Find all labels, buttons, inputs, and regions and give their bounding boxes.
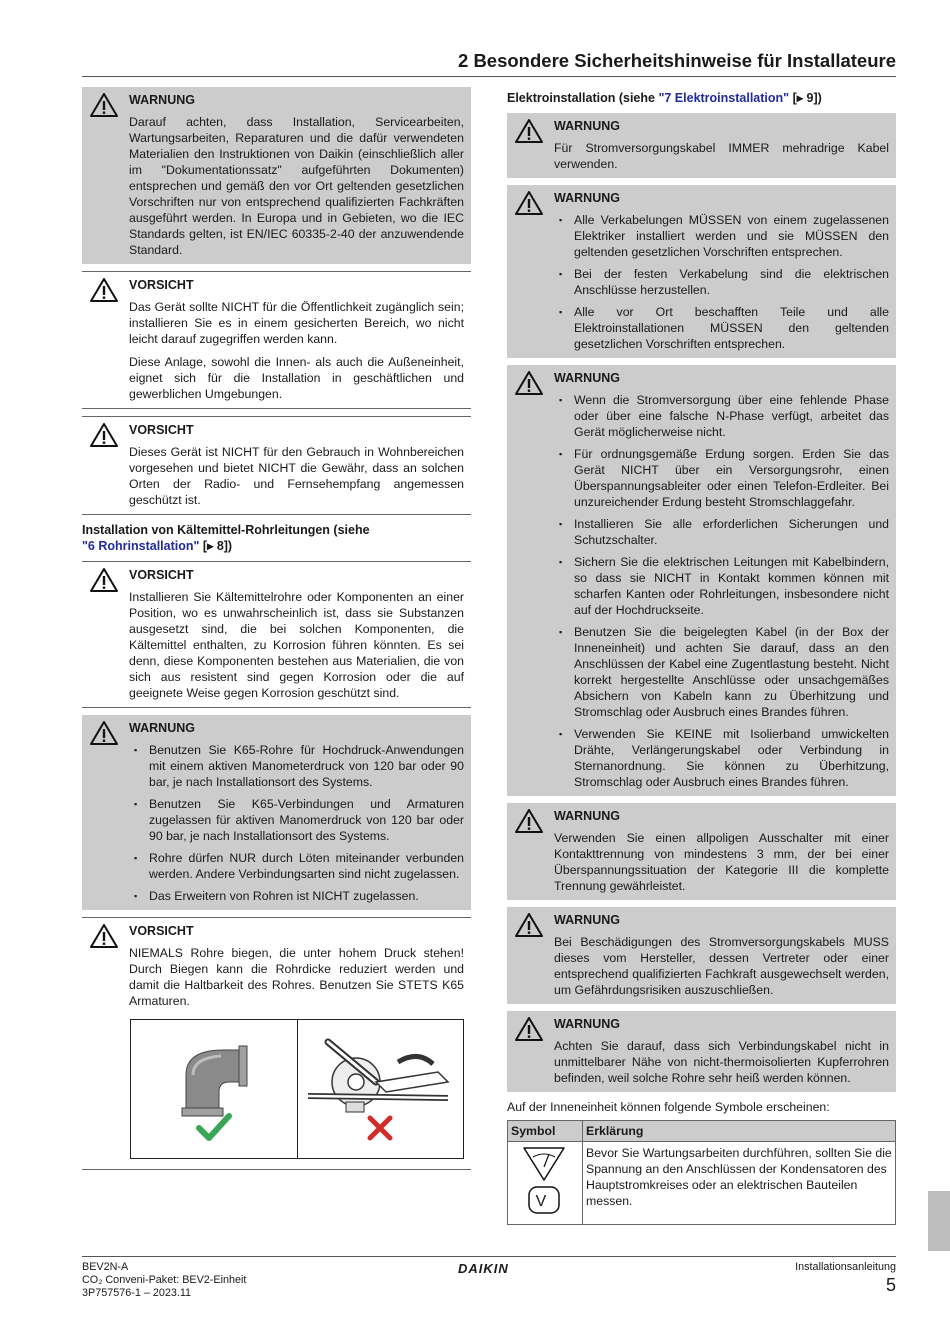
page-header: [82, 50, 896, 77]
warning-triangle-icon: [89, 720, 119, 746]
page-footer: [82, 1256, 896, 1299]
bullet-list: [554, 212, 889, 352]
warning-triangle-icon: [514, 808, 544, 834]
list-item: ▪ Installieren Sie alle erforderlichen Sicherungen und Schutzschalter.: [554, 516, 889, 548]
table-row: [508, 1142, 896, 1225]
list-item: ▪ Verwenden Sie KEINE mit Isolierband umwickelten Drähte, Verlängerungskabel oder Verbindung in Sternanordnung. Sie können zu Überhitzung, Stromschlag oder Ausbruch eines Brandes führen.: [554, 726, 889, 790]
warning-box-copper-pipes: [507, 1011, 896, 1092]
section-heading-refrigerant: [82, 522, 471, 554]
box-title: VORSICHT: [129, 568, 194, 582]
caution-box-corrosion: [82, 561, 471, 708]
box-text: Verwenden Sie einen allpoligen Ausschalter mit einer Kontakttrennung von mindestens 3 mm, der bei einer Überspannungssituation der Kategorie III die komplette Trennung gewährleistet.: [554, 831, 889, 893]
chapter-tab-marker: [928, 1191, 950, 1251]
list-item: ▪ Alle vor Ort beschafften Teile und alle Elektroinstallationen MÜSSEN den geltenden gesetzlichen Vorschriften entsprechen.: [554, 304, 889, 352]
warning-triangle-icon: [514, 190, 544, 216]
pipe-bending-figure: [130, 1019, 464, 1159]
box-title: WARNUNG: [554, 809, 620, 823]
table-cell-explanation: Bevor Sie Wartungsarbeiten durchführen, sollten Sie die Spannung an den Anschlüssen der Kondensatoren des Hauptstromkreises oder an elektrischen Bauteilen messen.: [583, 1142, 896, 1225]
list-item: ▪ Das Erweitern von Rohren ist NICHT zugelassen.: [129, 888, 464, 904]
warning-triangle-icon: [89, 422, 119, 448]
bullet-list: [554, 392, 889, 790]
warning-box-switch: [507, 803, 896, 900]
warning-box-damaged-cable: [507, 907, 896, 1004]
caution-box-access: [82, 271, 471, 409]
caution-box-bending: [82, 917, 471, 1170]
section-heading-text: Elektroinstallation (siehe: [507, 91, 655, 105]
box-title: WARNUNG: [554, 371, 620, 385]
box-title: WARNUNG: [554, 119, 620, 133]
figure-cell-fitting: [131, 1020, 297, 1158]
list-item: ▪ Bei der festen Verkabelung sind die elektrischen Anschlüsse herzustellen.: [554, 266, 889, 298]
left-column: [82, 87, 471, 1177]
list-item: ▪ Benutzen Sie K65-Rohre für Hochdruck-Anwendungen mit einem aktiven Manometerdruck von 120 bar oder 90 bar, je nach Installationsort des Systems.: [129, 742, 464, 790]
warning-box-power-supply: [507, 365, 896, 796]
page-number: 5: [885, 1275, 896, 1295]
figure-cell-bender: [297, 1020, 463, 1158]
box-text: Für Stromversorgungskabel IMMER mehradrige Kabel verwenden.: [554, 141, 889, 171]
list-item: ▪ Sichern Sie die elektrischen Leitungen mit Kabelbindern, so dass sie NICHT in Kontakt kommen können mit scharfen Kanten oder Rohrleitungen, insbesondere nicht auf der Hochdruckseite.: [554, 554, 889, 618]
box-title: VORSICHT: [129, 278, 194, 292]
table-header-explanation: Erklärung: [583, 1121, 896, 1142]
warning-triangle-icon: [89, 567, 119, 593]
table-header-symbol: Symbol: [508, 1121, 583, 1142]
warning-triangle-icon: [514, 118, 544, 144]
box-title: WARNUNG: [554, 913, 620, 927]
box-text: Bei Beschädigungen des Stromversorgungskabels MUSS dieses vom Hersteller, dessen Vertreter oder einer entsprechend qualifizierten Fachkraft ausgewechselt werden, um Gefährdungsrisiken auszuschließen.: [554, 935, 889, 997]
warning-triangle-icon: [89, 923, 119, 949]
elbow-fitting-illustration: [131, 1020, 297, 1157]
section-page-ref: [▸ 9]): [792, 91, 822, 105]
list-item: ▪ Für ordnungsgemäße Erdung sorgen. Erden Sie das Gerät NICHT über ein Versorgungsrohr, einen Überspannungsableiter oder einen Telefon-Erdleiter. Bei unzureichender Erdung besteht Stromschlaggefahr.: [554, 446, 889, 510]
box-text: Darauf achten, dass Installation, Servicearbeiten, Wartungsarbeiten, Reparaturen und die dafür verwendeten Materialien den Instruktionen von Daikin (einschließlich aller im "Dokumentationssatz" aufgeführten Dokumenten) entsprechen und gemäß den vor Ort geltenden gesetzlichen Vorschriften nur von entsprechend qualifizierten Fachkräften ausgeführt werden. In Europa und in Gebieten, wo die IEC Standards gelten, ist EN/IEC 60335-2-40 der anzuwendende Standard.: [129, 115, 464, 257]
list-item: ▪ Benutzen Sie die beigelegten Kabel (in der Box der Inneneinheit) und achten Sie darauf, dass an den Anschlüssen der Kabel eine Zugentlastung besteht. Nicht korrekt hergestellte Anschlüsse oder unsachgemäßes Absichern von Kabeln kann zu Überhitzung und Stromschlag oder Ausbruch eines Brandes führen.: [554, 624, 889, 720]
symbols-intro: Auf der Inneneinheit können folgende Symbole erscheinen:: [507, 1100, 830, 1114]
box-text: Dieses Gerät ist NICHT für den Gebrauch in Wohnbereichen vorgesehen und bietet NICHT die Gewähr, dass an solchen Orten der Radio- und Fernsehempfang angemessen geschützt ist.: [129, 445, 464, 507]
warning-box-installation: [82, 87, 471, 264]
box-text: Installieren Sie Kältemittelrohre oder Komponenten an einer Position, wo es unwahrscheinlich ist, dass sie Substanzen ausgesetzt sind, die bei solchen Komponenten, die Kältemittel enthalten, zu Korrosion führen könnten. Es sei denn, diese Komponenten bestehen aus Materialien, die von sich aus resistent sind gegen Korrosion oder die auf geeignete Weise gegen Korrosion geschützt sind.: [129, 590, 464, 700]
footer-product: CO₂ Conveni-Paket: BEV2-Einheit: [82, 1274, 247, 1286]
section-page-ref: [▸ 8]): [202, 539, 233, 553]
warning-triangle-icon: [89, 92, 119, 118]
cross-icon: [370, 1118, 390, 1138]
box-text: Achten Sie darauf, dass sich Verbindungskabel nicht in unmittelbarer Nähe von nicht-thermoisolierten Kupferrohren befinden, weil solche Rohre sehr heiß werden können.: [554, 1039, 889, 1085]
list-item: ▪ Alle Verkabelungen MÜSSEN von einem zugelassenen Elektriker installiert werden und sie MÜSSEN den geltenden gesetzlichen Vorschriften entsprechen.: [554, 212, 889, 260]
warning-triangle-icon: [514, 370, 544, 396]
warning-triangle-icon: [89, 277, 119, 303]
box-text: Diese Anlage, sowohl die Innen- als auch die Außeneinheit, eignet sich für die Installation in geschäftlichen und gewerblichen Umgebungen.: [129, 355, 464, 401]
box-title: VORSICHT: [129, 924, 194, 938]
check-icon: [199, 1116, 229, 1138]
warning-triangle-icon: [514, 1016, 544, 1042]
bullet-list: [129, 742, 464, 904]
pipe-bender-illustration: [298, 1020, 464, 1157]
box-title: WARNUNG: [554, 191, 620, 205]
box-text: NIEMALS Rohre biegen, die unter hohem Druck stehen! Durch Biegen kann die Rohrdicke reduziert werden und damit die Haltbarkeit des Rohres. Benutzen Sie STETS K65 Armaturen.: [129, 946, 464, 1008]
section-heading-text: Installation von Kältemittel-Rohrleitungen (siehe: [82, 523, 370, 537]
warning-box-multicore: [507, 113, 896, 178]
voltage-symbol-letter: V: [535, 1193, 547, 1210]
section-heading-electrical: [507, 90, 896, 106]
symbols-table: [507, 1120, 896, 1225]
warning-box-k65: [82, 715, 471, 910]
warning-triangle-icon: [514, 912, 544, 938]
box-title: WARNUNG: [129, 721, 195, 735]
daikin-logo: DAIKIN: [458, 1261, 509, 1276]
footer-doc-number: 3P757576-1 – 2023.11: [82, 1287, 192, 1299]
list-item: ▪ Wenn die Stromversorgung über eine fehlende Phase oder über eine falsche N-Phase verfügt, arbeitet das Gerät möglicherweise nicht.: [554, 392, 889, 440]
box-text: Das Gerät sollte NICHT für die Öffentlichkeit zugänglich sein; installieren Sie es in einem gesicherten Bereich, wo nicht leicht darauf zugegriffen werden kann.: [129, 300, 464, 346]
warning-box-wiring: [507, 185, 896, 358]
box-title: VORSICHT: [129, 423, 194, 437]
list-item: ▪ Benutzen Sie K65-Verbindungen und Armaturen zugelassen für aktiven Manomerdruck von 120 bar oder 90 bar, je nach Installationsort des Systems.: [129, 796, 464, 844]
list-item: ▪ Rohre dürfen NUR durch Löten miteinander verbunden werden. Andere Verbindungsarten sind nicht zugelassen.: [129, 850, 464, 882]
footer-model: BEV2N-A: [82, 1261, 129, 1273]
box-title: WARNUNG: [129, 93, 195, 107]
footer-product-info: [82, 1261, 246, 1300]
section-link-electrical-installation[interactable]: "7 Elektroinstallation": [658, 91, 790, 105]
footer-doc-type: Installationsanleitung: [795, 1261, 896, 1273]
box-title: WARNUNG: [554, 1017, 620, 1031]
symbol-cell: [508, 1142, 583, 1225]
section-link-pipe-installation[interactable]: "6 Rohrinstallation": [82, 539, 200, 553]
caution-box-residential: [82, 416, 471, 515]
right-column: [507, 87, 896, 1225]
page-title: 2 Besondere Sicherheitshinweise für Installateure: [458, 50, 896, 71]
